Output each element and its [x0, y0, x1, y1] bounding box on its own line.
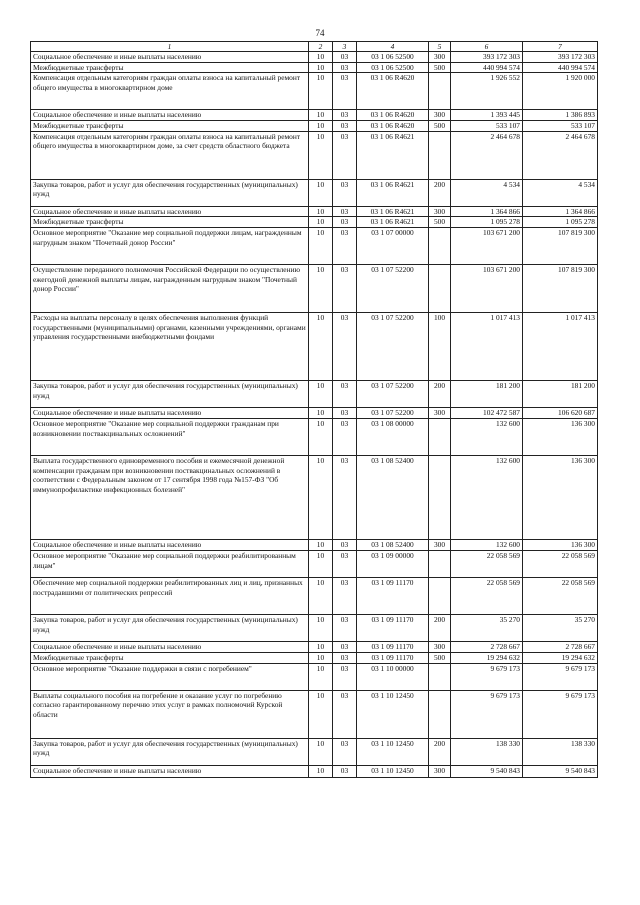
row-expense-type: 500 [429, 652, 451, 663]
row-target-article: 03 1 07 52200 [357, 264, 429, 312]
row-name: Межбюджетные трансферты [31, 217, 309, 228]
row-name: Компенсация отдельным категориям граждан оплаты взноса на капитальный ремонт общего имущества в многоквартирном доме [31, 73, 309, 110]
row-subsection-code: 03 [333, 52, 357, 63]
row-expense-type: 500 [429, 62, 451, 73]
row-section-code: 10 [309, 738, 333, 765]
row-expense-type [429, 663, 451, 690]
row-amount-year2: 9 540 843 [523, 765, 598, 777]
row-amount-year2: 136 300 [523, 455, 598, 539]
row-section-code: 10 [309, 455, 333, 539]
row-name: Выплаты социального пособия на погребение и оказание услуг по погребению согласно гарантированному перечню этих услуг в рамках полномочий Курской области [31, 690, 309, 738]
row-expense-type [429, 131, 451, 179]
row-target-article: 03 1 06 52500 [357, 52, 429, 63]
row-target-article: 03 1 06 R4621 [357, 217, 429, 228]
row-section-code: 10 [309, 550, 333, 577]
row-subsection-code: 03 [333, 312, 357, 380]
row-target-article: 03 1 08 00000 [357, 418, 429, 455]
row-subsection-code: 03 [333, 663, 357, 690]
row-section-code: 10 [309, 227, 333, 264]
row-amount-year1: 103 671 200 [451, 227, 523, 264]
table-row [31, 52, 598, 63]
row-amount-year2: 1 095 278 [523, 217, 598, 228]
table-row [31, 110, 598, 121]
row-name: Межбюджетные трансферты [31, 62, 309, 73]
row-name: Закупка товаров, работ и услуг для обеспечения государственных (муниципальных) нужд [31, 738, 309, 765]
row-amount-year1: 132 600 [451, 539, 523, 550]
row-expense-type [429, 227, 451, 264]
row-name: Закупка товаров, работ и услуг для обеспечения государственных (муниципальных) нужд [31, 179, 309, 206]
row-target-article: 03 1 09 11170 [357, 577, 429, 614]
row-amount-year1: 533 107 [451, 121, 523, 132]
row-section-code: 10 [309, 131, 333, 179]
row-amount-year2: 106 620 687 [523, 407, 598, 418]
row-amount-year2: 2 464 678 [523, 131, 598, 179]
row-target-article: 03 1 07 52200 [357, 312, 429, 380]
row-expense-type: 300 [429, 539, 451, 550]
table-row [31, 407, 598, 418]
row-amount-year2: 136 300 [523, 418, 598, 455]
row-section-code: 10 [309, 264, 333, 312]
column-number: 7 [523, 42, 598, 52]
table-row [31, 73, 598, 110]
row-amount-year2: 1 386 893 [523, 110, 598, 121]
row-expense-type: 500 [429, 121, 451, 132]
row-name: Основное мероприятие "Оказание мер социальной поддержки гражданам при возникновении поствакцинальных осложнений" [31, 418, 309, 455]
column-number: 2 [309, 42, 333, 52]
row-section-code: 10 [309, 73, 333, 110]
row-subsection-code: 03 [333, 455, 357, 539]
row-amount-year1: 35 270 [451, 614, 523, 641]
row-expense-type: 200 [429, 738, 451, 765]
row-amount-year2: 136 300 [523, 539, 598, 550]
row-name: Социальное обеспечение и иные выплаты населению [31, 641, 309, 652]
row-section-code: 10 [309, 663, 333, 690]
table-row [31, 179, 598, 206]
table-row [31, 312, 598, 380]
table-body [31, 52, 598, 778]
table-row [31, 206, 598, 217]
row-section-code: 10 [309, 690, 333, 738]
row-name: Основное мероприятие "Оказание поддержки в связи с погребением" [31, 663, 309, 690]
row-amount-year1: 2 728 667 [451, 641, 523, 652]
row-subsection-code: 03 [333, 206, 357, 217]
row-subsection-code: 03 [333, 690, 357, 738]
row-amount-year2: 9 679 173 [523, 690, 598, 738]
row-subsection-code: 03 [333, 380, 357, 407]
row-section-code: 10 [309, 52, 333, 63]
row-expense-type [429, 550, 451, 577]
row-amount-year2: 440 994 574 [523, 62, 598, 73]
row-target-article: 03 1 06 R4620 [357, 110, 429, 121]
row-name: Компенсация отдельным категориям граждан оплаты взноса на капитальный ремонт общего имущества в многоквартирном доме, за счет средств областного бюджета [31, 131, 309, 179]
page-number: 74 [315, 28, 325, 38]
row-target-article: 03 1 06 R4621 [357, 131, 429, 179]
table-row [31, 131, 598, 179]
row-target-article: 03 1 07 52200 [357, 407, 429, 418]
row-target-article: 03 1 06 R4621 [357, 206, 429, 217]
row-subsection-code: 03 [333, 765, 357, 777]
row-expense-type: 100 [429, 312, 451, 380]
table-row [31, 663, 598, 690]
row-amount-year2: 1 364 866 [523, 206, 598, 217]
row-expense-type [429, 577, 451, 614]
table-row [31, 227, 598, 264]
row-subsection-code: 03 [333, 550, 357, 577]
row-amount-year1: 1 364 866 [451, 206, 523, 217]
row-amount-year2: 107 819 300 [523, 264, 598, 312]
row-amount-year1: 181 200 [451, 380, 523, 407]
row-section-code: 10 [309, 652, 333, 663]
row-target-article: 03 1 06 R4621 [357, 179, 429, 206]
row-amount-year2: 4 534 [523, 179, 598, 206]
row-subsection-code: 03 [333, 577, 357, 614]
row-expense-type: 300 [429, 641, 451, 652]
row-target-article: 03 1 08 52400 [357, 455, 429, 539]
row-expense-type: 300 [429, 206, 451, 217]
row-name: Межбюджетные трансферты [31, 121, 309, 132]
row-target-article: 03 1 06 R4620 [357, 121, 429, 132]
row-amount-year1: 22 058 569 [451, 577, 523, 614]
row-section-code: 10 [309, 179, 333, 206]
row-expense-type: 300 [429, 407, 451, 418]
row-section-code: 10 [309, 539, 333, 550]
row-amount-year2: 533 107 [523, 121, 598, 132]
row-amount-year1: 2 464 678 [451, 131, 523, 179]
column-number: 1 [31, 42, 309, 52]
row-amount-year2: 1 017 413 [523, 312, 598, 380]
row-target-article: 03 1 07 00000 [357, 227, 429, 264]
row-name: Социальное обеспечение и иные выплаты населению [31, 206, 309, 217]
row-expense-type: 200 [429, 380, 451, 407]
row-section-code: 10 [309, 641, 333, 652]
row-expense-type [429, 418, 451, 455]
row-subsection-code: 03 [333, 641, 357, 652]
row-amount-year1: 132 600 [451, 455, 523, 539]
row-amount-year2: 22 058 569 [523, 577, 598, 614]
table-row [31, 690, 598, 738]
row-amount-year1: 1 926 552 [451, 73, 523, 110]
table-row [31, 765, 598, 777]
row-expense-type: 300 [429, 765, 451, 777]
row-amount-year2: 9 679 173 [523, 663, 598, 690]
row-target-article: 03 1 08 52400 [357, 539, 429, 550]
row-amount-year2: 19 294 632 [523, 652, 598, 663]
row-expense-type: 300 [429, 110, 451, 121]
row-amount-year1: 103 671 200 [451, 264, 523, 312]
table-row [31, 738, 598, 765]
row-subsection-code: 03 [333, 110, 357, 121]
row-target-article: 03 1 09 00000 [357, 550, 429, 577]
row-amount-year1: 9 540 843 [451, 765, 523, 777]
row-amount-year1: 9 679 173 [451, 663, 523, 690]
table-row [31, 121, 598, 132]
row-amount-year1: 393 172 303 [451, 52, 523, 63]
column-number-row [31, 42, 598, 52]
row-amount-year2: 393 172 303 [523, 52, 598, 63]
row-name: Расходы на выплаты персоналу в целях обеспечения выполнения функций государственными (муниципальными) органами, казенными учреждениями, органами управления государственными внебюджетными фондами [31, 312, 309, 380]
row-amount-year2: 2 728 667 [523, 641, 598, 652]
table-row [31, 62, 598, 73]
row-amount-year1: 1 393 445 [451, 110, 523, 121]
row-section-code: 10 [309, 418, 333, 455]
table-row [31, 380, 598, 407]
row-section-code: 10 [309, 62, 333, 73]
budget-table [30, 41, 598, 778]
row-name: Обеспечение мер социальной поддержки реабилитированных лиц и лиц, признанных пострадавшими от политических репрессий [31, 577, 309, 614]
row-target-article: 03 1 10 12450 [357, 738, 429, 765]
row-amount-year1: 102 472 587 [451, 407, 523, 418]
row-subsection-code: 03 [333, 614, 357, 641]
table-row [31, 418, 598, 455]
row-amount-year1: 1 017 413 [451, 312, 523, 380]
row-amount-year2: 22 058 569 [523, 550, 598, 577]
row-subsection-code: 03 [333, 227, 357, 264]
table-row [31, 577, 598, 614]
row-name: Социальное обеспечение и иные выплаты населению [31, 765, 309, 777]
table-row [31, 455, 598, 539]
row-target-article: 03 1 10 12450 [357, 690, 429, 738]
row-section-code: 10 [309, 312, 333, 380]
row-section-code: 10 [309, 577, 333, 614]
row-section-code: 10 [309, 765, 333, 777]
row-subsection-code: 03 [333, 539, 357, 550]
row-expense-type [429, 73, 451, 110]
row-expense-type: 300 [429, 52, 451, 63]
row-subsection-code: 03 [333, 418, 357, 455]
row-target-article: 03 1 09 11170 [357, 614, 429, 641]
row-section-code: 10 [309, 206, 333, 217]
row-target-article: 03 1 06 52500 [357, 62, 429, 73]
row-amount-year1: 138 330 [451, 738, 523, 765]
row-expense-type [429, 455, 451, 539]
row-target-article: 03 1 07 52200 [357, 380, 429, 407]
row-name: Социальное обеспечение и иные выплаты населению [31, 110, 309, 121]
row-subsection-code: 03 [333, 738, 357, 765]
row-target-article: 03 1 09 11170 [357, 652, 429, 663]
row-amount-year1: 9 679 173 [451, 690, 523, 738]
row-expense-type: 200 [429, 179, 451, 206]
row-subsection-code: 03 [333, 264, 357, 312]
row-expense-type [429, 690, 451, 738]
row-section-code: 10 [309, 217, 333, 228]
row-subsection-code: 03 [333, 217, 357, 228]
row-expense-type: 200 [429, 614, 451, 641]
row-name: Выплата государственного единовременного пособия и ежемесячной денежной компенсации гражданам при возникновении поствакцинальных осложнений в соответствии с Федеральным законом от 17 сентября 1998 года №157-ФЗ "Об иммунопрофилактике инфекционных болезней" [31, 455, 309, 539]
column-number: 5 [429, 42, 451, 52]
row-name: Закупка товаров, работ и услуг для обеспечения государственных (муниципальных) нужд [31, 614, 309, 641]
row-name: Межбюджетные трансферты [31, 652, 309, 663]
table-row [31, 217, 598, 228]
row-name: Основное мероприятие "Оказание мер социальной поддержки лицам, награжденным нагрудным знаком "Почетный донор России" [31, 227, 309, 264]
row-subsection-code: 03 [333, 407, 357, 418]
row-section-code: 10 [309, 407, 333, 418]
row-target-article: 03 1 10 12450 [357, 765, 429, 777]
row-section-code: 10 [309, 380, 333, 407]
row-amount-year2: 138 330 [523, 738, 598, 765]
column-number: 4 [357, 42, 429, 52]
row-amount-year1: 132 600 [451, 418, 523, 455]
row-name: Социальное обеспечение и иные выплаты населению [31, 52, 309, 63]
column-number: 6 [451, 42, 523, 52]
row-subsection-code: 03 [333, 73, 357, 110]
row-section-code: 10 [309, 110, 333, 121]
row-amount-year2: 1 920 000 [523, 73, 598, 110]
row-target-article: 03 1 06 R4620 [357, 73, 429, 110]
row-amount-year2: 181 200 [523, 380, 598, 407]
table-row [31, 539, 598, 550]
row-target-article: 03 1 10 00000 [357, 663, 429, 690]
column-number: 3 [333, 42, 357, 52]
row-name: Закупка товаров, работ и услуг для обеспечения государственных (муниципальных) нужд [31, 380, 309, 407]
row-name: Основное мероприятие "Оказание мер социальной поддержки реабилитированным лицам" [31, 550, 309, 577]
row-amount-year1: 19 294 632 [451, 652, 523, 663]
row-name: Осуществление переданного полномочия Российской Федерации по осуществлению ежегодной денежной выплаты лицам, награжденным нагрудным знаком "Почетный донор России" [31, 264, 309, 312]
row-target-article: 03 1 09 11170 [357, 641, 429, 652]
row-subsection-code: 03 [333, 179, 357, 206]
row-section-code: 10 [309, 121, 333, 132]
row-expense-type: 500 [429, 217, 451, 228]
row-amount-year2: 107 819 300 [523, 227, 598, 264]
row-amount-year1: 1 095 278 [451, 217, 523, 228]
row-amount-year1: 440 994 574 [451, 62, 523, 73]
row-subsection-code: 03 [333, 62, 357, 73]
table-row [31, 652, 598, 663]
row-amount-year1: 4 534 [451, 179, 523, 206]
table-row [31, 614, 598, 641]
row-subsection-code: 03 [333, 131, 357, 179]
row-subsection-code: 03 [333, 121, 357, 132]
row-amount-year1: 22 058 569 [451, 550, 523, 577]
row-section-code: 10 [309, 614, 333, 641]
row-expense-type [429, 264, 451, 312]
row-name: Социальное обеспечение и иные выплаты населению [31, 407, 309, 418]
table-row [31, 264, 598, 312]
row-name: Социальное обеспечение и иные выплаты населению [31, 539, 309, 550]
table-row [31, 550, 598, 577]
row-amount-year2: 35 270 [523, 614, 598, 641]
row-subsection-code: 03 [333, 652, 357, 663]
table-row [31, 641, 598, 652]
